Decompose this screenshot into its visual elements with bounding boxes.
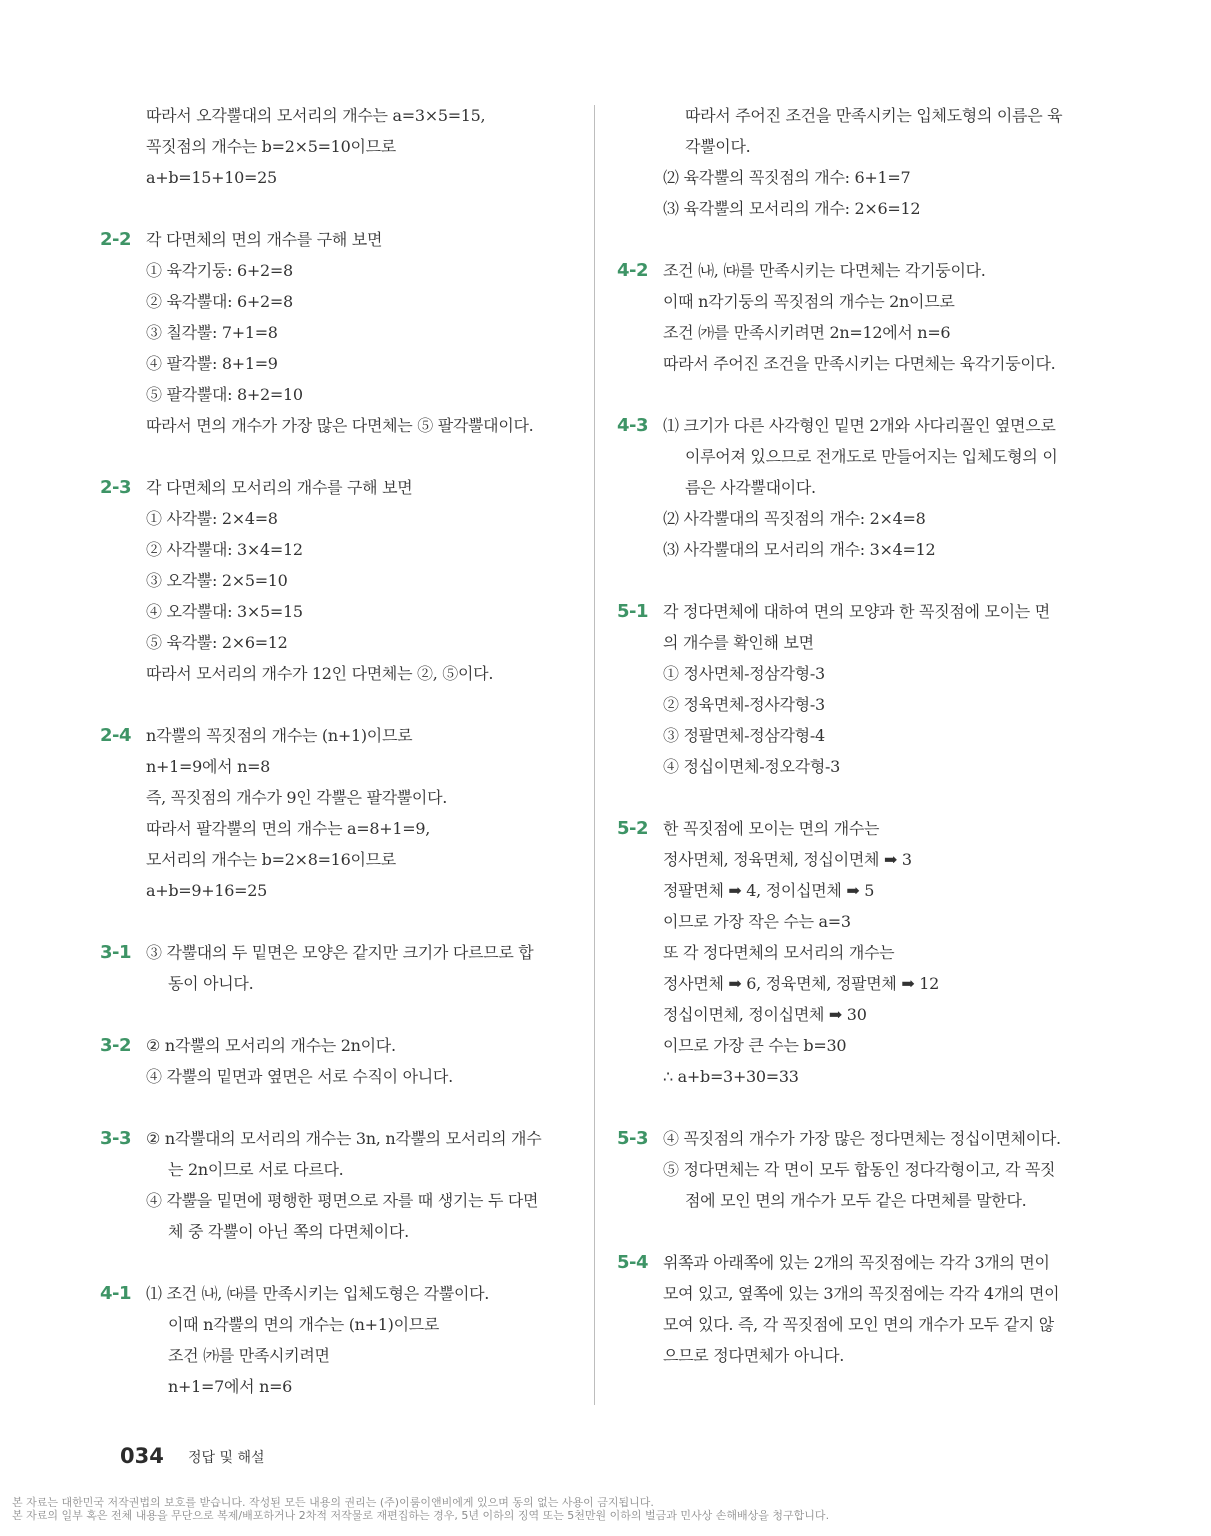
solution-line: ② 정육면체-정사각형-3 xyxy=(663,695,825,714)
solution-line: 이므로 가장 큰 수는 b=30 xyxy=(663,1036,847,1055)
solution-line: 또 각 정다면체의 모서리의 개수는 xyxy=(663,943,895,962)
problem-number: 3-1 xyxy=(100,942,132,963)
solution-line: 정사면체 ➡ 6, 정육면체, 정팔면체 ➡ 12 xyxy=(663,974,940,993)
solution-line: 따라서 오각뿔대의 모서리의 개수는 a=3×5=15, xyxy=(146,106,486,125)
solution-line: 모여 있다. 즉, 각 꼭짓점에 모인 면의 개수가 모두 같지 않 xyxy=(663,1315,1054,1334)
solution-line: 모서리의 개수는 b=2×8=16이므로 xyxy=(146,850,396,869)
solution-line: ① 육각기둥: 6+2=8 xyxy=(146,261,293,280)
solution-line: ④ 각뿔의 밑면과 옆면은 서로 수직이 아니다. xyxy=(146,1067,453,1086)
column-divider xyxy=(594,105,595,1405)
solution-block xyxy=(100,472,575,689)
solution-line: 이때 n각기둥의 꼭짓점의 개수는 2n이므로 xyxy=(663,292,955,311)
problem-number: 3-2 xyxy=(100,1035,132,1056)
solution-line: 따라서 면의 개수가 가장 많은 다면체는 ⑤ 팔각뿔대이다. xyxy=(146,416,534,435)
problem-number: 5-3 xyxy=(617,1128,649,1149)
solution-line: 따라서 주어진 조건을 만족시키는 다면체는 육각기둥이다. xyxy=(663,354,1056,373)
solution-line: ⑤ 팔각뿔대: 8+2=10 xyxy=(146,385,303,404)
solution-line: ④ 각뿔을 밑면에 평행한 평면으로 자를 때 생기는 두 다면 xyxy=(146,1191,539,1210)
solution-line: 따라서 모서리의 개수가 12인 다면체는 ②, ⑤이다. xyxy=(146,664,494,683)
footer-label: 정답 및 해설 xyxy=(188,1450,265,1466)
solution-block xyxy=(100,1123,575,1247)
solution-block xyxy=(100,1030,575,1092)
solution-line: ② 사각뿔대: 3×4=12 xyxy=(146,540,303,559)
solution-line: ① 정사면체-정삼각형-3 xyxy=(663,664,825,683)
solution-block xyxy=(617,410,1097,565)
page-number: 034 xyxy=(120,1444,164,1468)
solution-block xyxy=(100,1278,575,1402)
solution-line: 조건 ㈏, ㈐를 만족시키는 다면체는 각기둥이다. xyxy=(663,261,986,280)
solution-line: 이므로 가장 작은 수는 a=3 xyxy=(663,912,851,931)
solution-line: ③ 정팔면체-정삼각형-4 xyxy=(663,726,825,745)
problem-number: 5-2 xyxy=(617,818,649,839)
right-column xyxy=(617,100,1097,1402)
problem-number: 5-4 xyxy=(617,1252,649,1273)
solution-line: ② 육각뿔대: 6+2=8 xyxy=(146,292,293,311)
solution-line: 따라서 팔각뿔의 면의 개수는 a=8+1=9, xyxy=(146,819,430,838)
solution-block xyxy=(617,255,1097,379)
solution-line: 각 다면체의 면의 개수를 구해 보면 xyxy=(146,230,383,249)
solution-line: a+b=15+10=25 xyxy=(146,168,277,187)
solution-line: ④ 팔각뿔: 8+1=9 xyxy=(146,354,278,373)
solution-line: 각뿔이다. xyxy=(685,137,751,156)
solution-line: 조건 ㈎를 만족시키려면 xyxy=(168,1346,330,1365)
solution-line: ① 사각뿔: 2×4=8 xyxy=(146,509,278,528)
solution-line: n+1=7에서 n=6 xyxy=(168,1377,293,1396)
solution-line: 정십이면체, 정이십면체 ➡ 30 xyxy=(663,1005,867,1024)
solution-block xyxy=(617,596,1097,782)
solution-block-continued xyxy=(617,100,1097,224)
copyright-notice xyxy=(12,1496,1202,1522)
solution-line: 동이 아니다. xyxy=(168,974,254,993)
solution-line: n각뿔의 꼭짓점의 개수는 (n+1)이므로 xyxy=(146,726,413,745)
solution-line: 조건 ㈎를 만족시키려면 2n=12에서 n=6 xyxy=(663,323,951,342)
solution-line: ④ 오각뿔대: 3×5=15 xyxy=(146,602,303,621)
solution-line: 따라서 주어진 조건을 만족시키는 입체도형의 이름은 육 xyxy=(685,106,1063,125)
solution-block xyxy=(100,937,575,999)
problem-number: 4-1 xyxy=(100,1283,132,1304)
left-column xyxy=(100,100,575,1433)
solution-line: 름은 사각뿔대이다. xyxy=(685,478,816,497)
solution-line: 의 개수를 확인해 보면 xyxy=(663,633,814,652)
solution-line: 정사면체, 정육면체, 정십이면체 ➡ 3 xyxy=(663,850,912,869)
solution-line: 정팔면체 ➡ 4, 정이십면체 ➡ 5 xyxy=(663,881,875,900)
solution-block xyxy=(100,224,575,441)
solution-line: ⑵ 사각뿔대의 꼭짓점의 개수: 2×4=8 xyxy=(663,509,926,528)
problem-number: 4-2 xyxy=(617,260,649,281)
problem-number: 4-3 xyxy=(617,415,649,436)
solution-line: ④ 꼭짓점의 개수가 가장 많은 정다면체는 정십이면체이다. xyxy=(663,1129,1061,1148)
solution-line: 각 다면체의 모서리의 개수를 구해 보면 xyxy=(146,478,413,497)
solution-line: 이때 n각뿔의 면의 개수는 (n+1)이므로 xyxy=(168,1315,440,1334)
copyright-line: 본 자료의 일부 혹은 전체 내용을 무단으로 복제/배포하거나 2차적 저작물로 재편집하는 경우, 5년 이하의 징역 또는 5천만원 이하의 벌금과 민사상 손해배상을 청구합니다. xyxy=(12,1509,830,1522)
solution-line: a+b=9+16=25 xyxy=(146,881,268,900)
solution-line: 각 정다면체에 대하여 면의 모양과 한 꼭짓점에 모이는 면 xyxy=(663,602,1050,621)
copyright-line: 본 자료는 대한민국 저작권법의 보호를 받습니다. 작성된 모든 내용의 권리는 (주)이룸이앤비에게 있으며 동의 없는 사용이 금지됩니다. xyxy=(12,1496,654,1509)
solution-line: ⑶ 사각뿔대의 모서리의 개수: 3×4=12 xyxy=(663,540,936,559)
solution-line: ② n각뿔대의 모서리의 개수는 3n, n각뿔의 모서리의 개수 xyxy=(146,1129,542,1148)
solution-line: 한 꼭짓점에 모이는 면의 개수는 xyxy=(663,819,880,838)
solution-block xyxy=(617,813,1097,1092)
problem-number: 2-4 xyxy=(100,725,132,746)
solution-line: ⑤ 육각뿔: 2×6=12 xyxy=(146,633,288,652)
solution-block xyxy=(100,720,575,906)
solution-line: ⑵ 육각뿔의 꼭짓점의 개수: 6+1=7 xyxy=(663,168,911,187)
solution-line: ⑴ 크기가 다른 사각형인 밑면 2개와 사다리꼴인 옆면으로 xyxy=(663,416,1056,435)
problem-number: 3-3 xyxy=(100,1128,132,1149)
problem-number: 2-2 xyxy=(100,229,132,250)
solution-line: 이루어져 있으므로 전개도로 만들어지는 입체도형의 이 xyxy=(685,447,1058,466)
solution-line: ⑶ 육각뿔의 모서리의 개수: 2×6=12 xyxy=(663,199,921,218)
solution-line: n+1=9에서 n=8 xyxy=(146,757,271,776)
solution-line: 으므로 정다면체가 아니다. xyxy=(663,1346,845,1365)
solution-line: 꼭짓점의 개수는 b=2×5=10이므로 xyxy=(146,137,396,156)
solution-block xyxy=(617,1123,1097,1216)
solution-line: ② n각뿔의 모서리의 개수는 2n이다. xyxy=(146,1036,396,1055)
solution-line: 위쪽과 아래쪽에 있는 2개의 꼭짓점에는 각각 3개의 면이 xyxy=(663,1253,1050,1272)
solution-line: ③ 오각뿔: 2×5=10 xyxy=(146,571,288,590)
solution-line: ③ 각뿔대의 두 밑면은 모양은 같지만 크기가 다르므로 합 xyxy=(146,943,534,962)
solution-line: 즉, 꼭짓점의 개수가 9인 각뿔은 팔각뿔이다. xyxy=(146,788,448,807)
problem-number: 5-1 xyxy=(617,601,649,622)
solution-block-continued xyxy=(100,100,575,193)
solution-line: 점에 모인 면의 개수가 모두 같은 다면체를 말한다. xyxy=(685,1191,1027,1210)
problem-number: 2-3 xyxy=(100,477,132,498)
solution-line: 체 중 각뿔이 아닌 쪽의 다면체이다. xyxy=(168,1222,409,1241)
solution-line: ③ 칠각뿔: 7+1=8 xyxy=(146,323,278,342)
solution-line: 는 2n이므로 서로 다르다. xyxy=(168,1160,344,1179)
solution-line: ∴ a+b=3+30=33 xyxy=(663,1067,799,1086)
solution-line: 모여 있고, 옆쪽에 있는 3개의 꼭짓점에는 각각 4개의 면이 xyxy=(663,1284,1060,1303)
solution-block xyxy=(617,1247,1097,1371)
solution-line: ⑤ 정다면체는 각 면이 모두 합동인 정다각형이고, 각 꼭짓 xyxy=(663,1160,1056,1179)
solution-line: ④ 정십이면체-정오각형-3 xyxy=(663,757,840,776)
solution-line: ⑴ 조건 ㈏, ㈐를 만족시키는 입체도형은 각뿔이다. xyxy=(146,1284,490,1303)
